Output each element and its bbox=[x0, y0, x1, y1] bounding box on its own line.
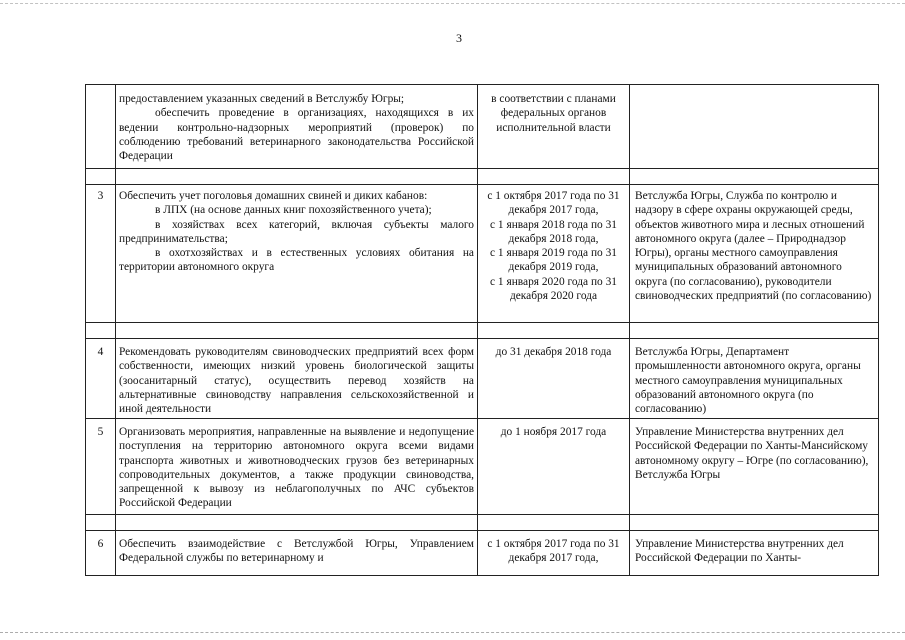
term-cell bbox=[478, 531, 630, 576]
row-number-cell: 6 bbox=[86, 531, 116, 576]
row-gap bbox=[86, 515, 879, 531]
action-text: в охотхозяйствах и в естественных условиях обитания на территории автономного округа bbox=[119, 247, 474, 274]
term-text: с 1 января 2019 года по 31 декабря 2019 года, bbox=[490, 247, 617, 274]
row-number-cell: 5 bbox=[86, 419, 116, 515]
row-gap bbox=[86, 323, 879, 339]
table-row bbox=[86, 419, 879, 515]
term-text: с 1 октября 2017 года по 31 декабря 2017 года, bbox=[487, 190, 620, 217]
scan-edge-top bbox=[0, 3, 905, 4]
responsible-cell: Ветслужба Югры, Служба по контролю и надзору в сфере охраны окружающей среды, объектов животного мира и лесных отношений автономного округа (далее – Природнадзор Югры), органы местного самоуправления муниципальных образований автономного округа (по согласованию), руководители свиноводческих предприятий (по согласованию) bbox=[630, 185, 879, 323]
scan-edge-bottom bbox=[0, 632, 905, 633]
term-text: до 1 ноября 2017 года bbox=[500, 426, 607, 438]
term-cell bbox=[478, 85, 630, 169]
action-cell bbox=[116, 185, 478, 323]
action-text: Организовать мероприятия, направленные на выявление и недопущение поступления на территорию автономного округа всеми видами транспорта животных и животноводческих грузов без ветеринарных сопроводительных документов, а также продукции свиноводства, запрещенной к вывозу из неблагополучных по АЧС субъектов Российской Федерации bbox=[119, 426, 474, 510]
action-text: в ЛПХ (на основе данных книг похозяйственного учета); bbox=[155, 204, 432, 217]
action-text: Обеспечить учет поголовья домашних свиней и диких кабанов: bbox=[119, 190, 428, 202]
action-text: Обеспечить взаимодействие с Ветслужбой Югры, Управлением Федеральной службы по ветеринарному и bbox=[119, 538, 474, 565]
row-number-cell bbox=[86, 85, 116, 169]
term-text: с 1 января 2020 года по 31 декабря 2020 года bbox=[490, 275, 617, 303]
responsible-cell bbox=[630, 85, 879, 169]
action-text: предоставлением указанных сведений в Ветслужбу Югры; bbox=[119, 93, 405, 105]
responsible-cell: Управление Министерства внутренних дел Российской Федерации по Ханты-Мансийскому автономному округу – Югре (по согласованию), Ветслужба Югры bbox=[630, 419, 879, 515]
term-text: с 1 октября 2017 года по 31 декабря 2017 года, bbox=[487, 538, 620, 565]
responsible-cell: Управление Министерства внутренних дел Российской Федерации по Ханты- bbox=[630, 531, 879, 576]
action-text: Рекомендовать руководителям свиноводческих предприятий всех форм собственности, имеющих низкий уровень биологической защиты (зоосанитарный статус), осуществить перевод хозяйств на альтернативные свиноводству направления сельскохозяйственной и иной деятельности bbox=[119, 346, 474, 416]
action-text: в хозяйствах всех категорий, включая субъекты малого предпринимательства; bbox=[119, 218, 474, 245]
term-cell bbox=[478, 339, 630, 419]
row-number-cell: 4 bbox=[86, 339, 116, 419]
table-row bbox=[86, 339, 879, 419]
term-cell bbox=[478, 185, 630, 323]
action-text: обеспечить проведение в организациях, находящихся в их ведении контрольно-надзорных мероприятий (проверок) по соблюдению требований ветеринарного законодательства Российской Федерации bbox=[119, 107, 474, 163]
table-row bbox=[86, 185, 879, 323]
term-text: с 1 января 2018 года по 31 декабря 2018 года, bbox=[490, 218, 617, 245]
row-number-cell: 3 bbox=[86, 185, 116, 323]
table-row bbox=[86, 531, 879, 576]
term-cell bbox=[478, 419, 630, 515]
action-cell bbox=[116, 85, 478, 169]
table-row bbox=[86, 85, 879, 169]
term-text: в соответствии с планами федеральных органов исполнительной власти bbox=[491, 93, 616, 134]
action-cell bbox=[116, 419, 478, 515]
row-gap bbox=[86, 169, 879, 185]
action-cell bbox=[116, 531, 478, 576]
measures-table bbox=[85, 84, 879, 576]
responsible-cell: Ветслужба Югры, Департамент промышленности автономного округа, органы местного самоуправления муниципальных образований автономного округа (по согласованию) bbox=[630, 339, 879, 419]
action-cell bbox=[116, 339, 478, 419]
term-text: до 31 декабря 2018 года bbox=[495, 346, 612, 358]
page-number: 3 bbox=[456, 31, 462, 45]
